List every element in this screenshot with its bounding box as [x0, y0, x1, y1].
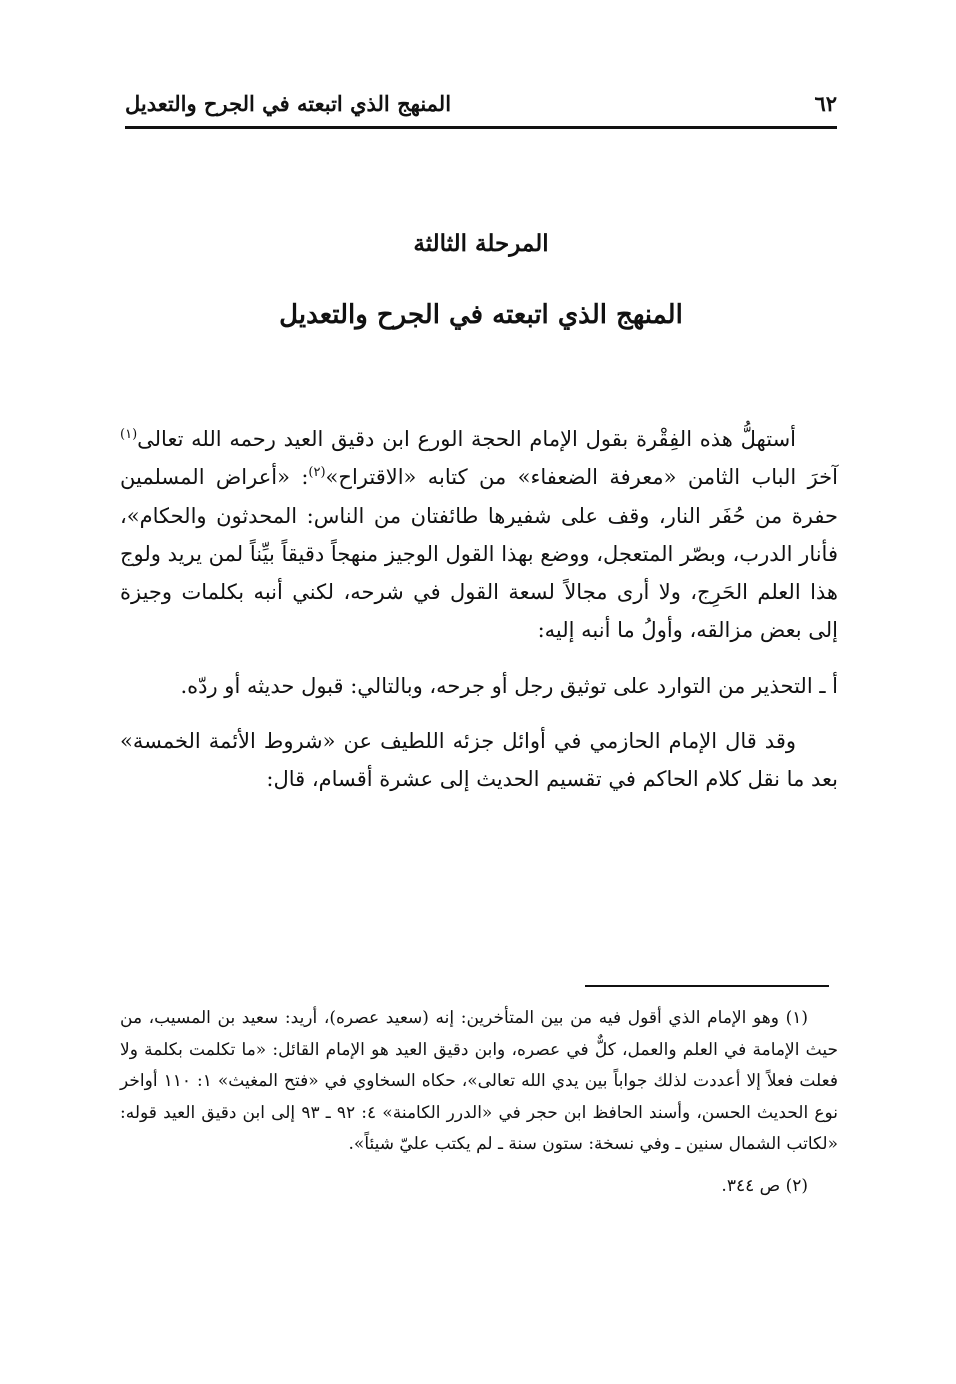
paragraph-3: وقد قال الإمام الحازمي في أوائل جزئه اللطيف عن «شروط الأئمة الخمسة» بعد ما نقل كلام الحاكم في تقسيم الحديث إلى عشرة أقسام، قال: — [120, 729, 838, 792]
running-title: المنهج الذي اتبعته في الجرح والتعديل — [125, 90, 452, 116]
footnote-marker-1: (١) — [120, 427, 138, 442]
paragraph-1 — [120, 420, 838, 650]
header-rule — [125, 126, 837, 129]
page-number: ٦٢ — [814, 90, 837, 116]
paragraph-1-part-3: : «أعراض المسلمين حفرة من حُفَر النار، وقف على شفيرها طائفتان من الناس: المحدثون والحكام»، فأنار الدرب، وبصّر المتعجل، ووضع بهذا القول الوجيز منهجاً دقيقاً بيِّناً لمن يريد ولوج هذا العلم الحَرِج، ولا أرى مجالاً لسعة القول في شرحه، لكني أنبه بكلمات وجيزة إلى بعض مزالقه، وأولُ ما أنبه إليه: — [120, 465, 838, 643]
section-title: المنهج الذي اتبعته في الجرح والتعديل — [279, 300, 683, 330]
section-label: المرحلة الثالثة — [413, 230, 549, 257]
footnotes — [120, 1003, 838, 1213]
body-text — [120, 420, 838, 816]
footnote-rule — [585, 985, 829, 987]
paragraph-1-part-2: آخرَ الباب الثامن «معرفة الضعفاء» من كتابه «الاقتراح» — [325, 465, 838, 490]
paragraph-2: أ ـ التحذير من التوارد على توثيق رجل أو جرحه، وبالتالي: قبول حديثه أو ردّه. — [180, 673, 838, 698]
footnote-1: (١) وهو الإمام الذي أقول فيه من بين المتأخرين: إنه (سعيد عصره)، أريد: سعيد بن المسيب، من حيث الإمامة في العلم والعمل، كلٌّ في عصره، وابن دقيق العيد هو الإمام القائل: «ما تكلمت بكلمة ولا فعلت فعلاً إلا أعددت لذلك جواباً بين يدي الله تعالى»، حكاه السخاوي في «فتح المغيث» ١: ١١٠ أواخر نوع الحديث الحسن، وأسند الحافظ ابن حجر في «الدرر الكامنة» ٤: ٩٢ ـ ٩٣ إلى ابن دقيق العيد قوله: «لكاتب الشمال سنين ـ وفي نسخة: ستون سنة ـ لم يكتب عليّ شيئاً». — [120, 1008, 839, 1155]
paragraph-1-part-1: أستهلُّ هذه الفِقْرة بقول الإمام الحجة الورع ابن دقيق العيد رحمه الله تعالى — [137, 427, 796, 451]
footnote-2: (٢) ص ٣٤٤. — [721, 1175, 808, 1196]
running-header — [125, 82, 837, 124]
footnote-marker-2: (٢) — [308, 465, 326, 481]
